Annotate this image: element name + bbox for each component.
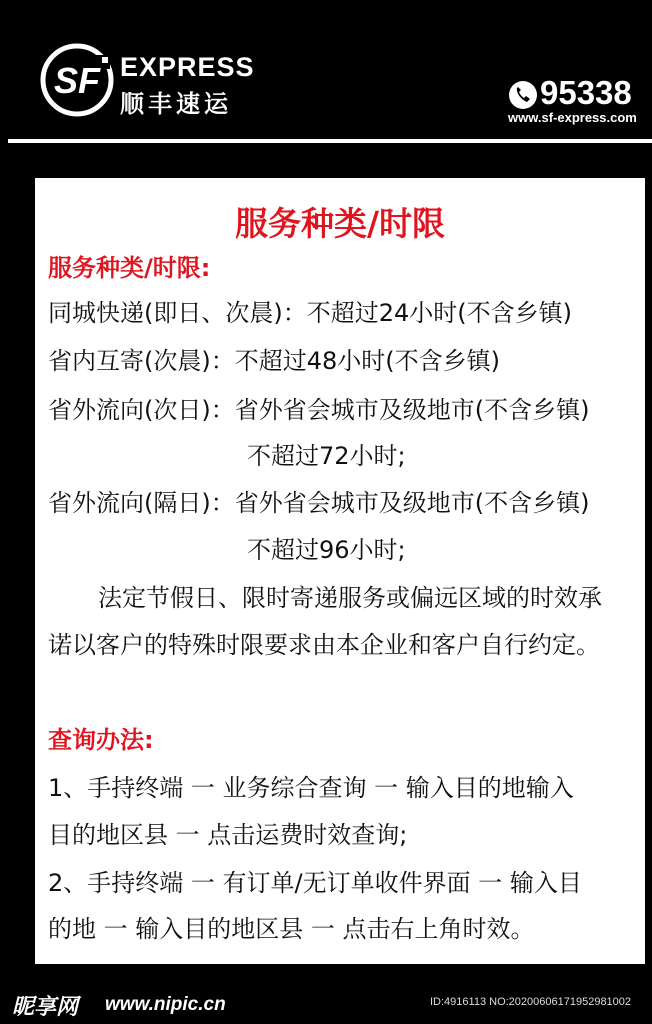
- note-line: 法定节假日、限时寄递服务或偏远区域的时效承: [98, 584, 602, 612]
- note-line: 诺以客户的特殊时限要求由本企业和客户自行约定。: [48, 631, 600, 659]
- card-title: 服务种类/时限: [234, 204, 446, 243]
- brand-english: EXPRESS: [120, 52, 255, 82]
- query-line: 的地 一 输入目的地区县 一 点击右上角时效。: [48, 915, 535, 943]
- query-line: 1、手持终端 一 业务综合查询 一 输入目的地输入: [48, 774, 574, 802]
- logo-mark-text: SF: [53, 60, 101, 101]
- image-id: ID:4916113 NO:20200606171952981002: [430, 996, 632, 1008]
- query-line: 目的地区县 一 点击运费时效查询;: [48, 821, 408, 849]
- header: [0, 0, 652, 138]
- website: www.sf-express.com: [508, 110, 637, 125]
- service-line: 省外流向(次日)：省外省会城市及级地市(不含乡镇): [48, 396, 590, 424]
- watermark-logo: 昵享网: [12, 995, 79, 1020]
- query-line: 2、手持终端 一 有订单/无订单收件界面 一 输入目: [48, 869, 582, 897]
- service-line: 同城快递(即日、次晨)：不超过24小时(不含乡镇): [48, 299, 572, 327]
- query-heading: 查询办法:: [48, 726, 154, 754]
- watermark-url: www.nipic.cn: [105, 994, 226, 1015]
- phone-icon: [508, 80, 538, 110]
- divider: [8, 139, 652, 143]
- service-line: 不超过96小时;: [247, 536, 406, 564]
- service-heading: 服务种类/时限:: [48, 254, 211, 282]
- sf-logo-icon: [40, 43, 114, 117]
- service-line: 省外流向(隔日)：省外省会城市及级地市(不含乡镇): [48, 489, 590, 517]
- service-line: 不超过72小时;: [247, 442, 406, 470]
- brand-chinese: 顺丰速运: [120, 90, 232, 118]
- service-line: 省内互寄(次晨)：不超过48小时(不含乡镇): [48, 347, 500, 375]
- content-card: [35, 178, 645, 964]
- phone-number: 95338: [540, 74, 632, 111]
